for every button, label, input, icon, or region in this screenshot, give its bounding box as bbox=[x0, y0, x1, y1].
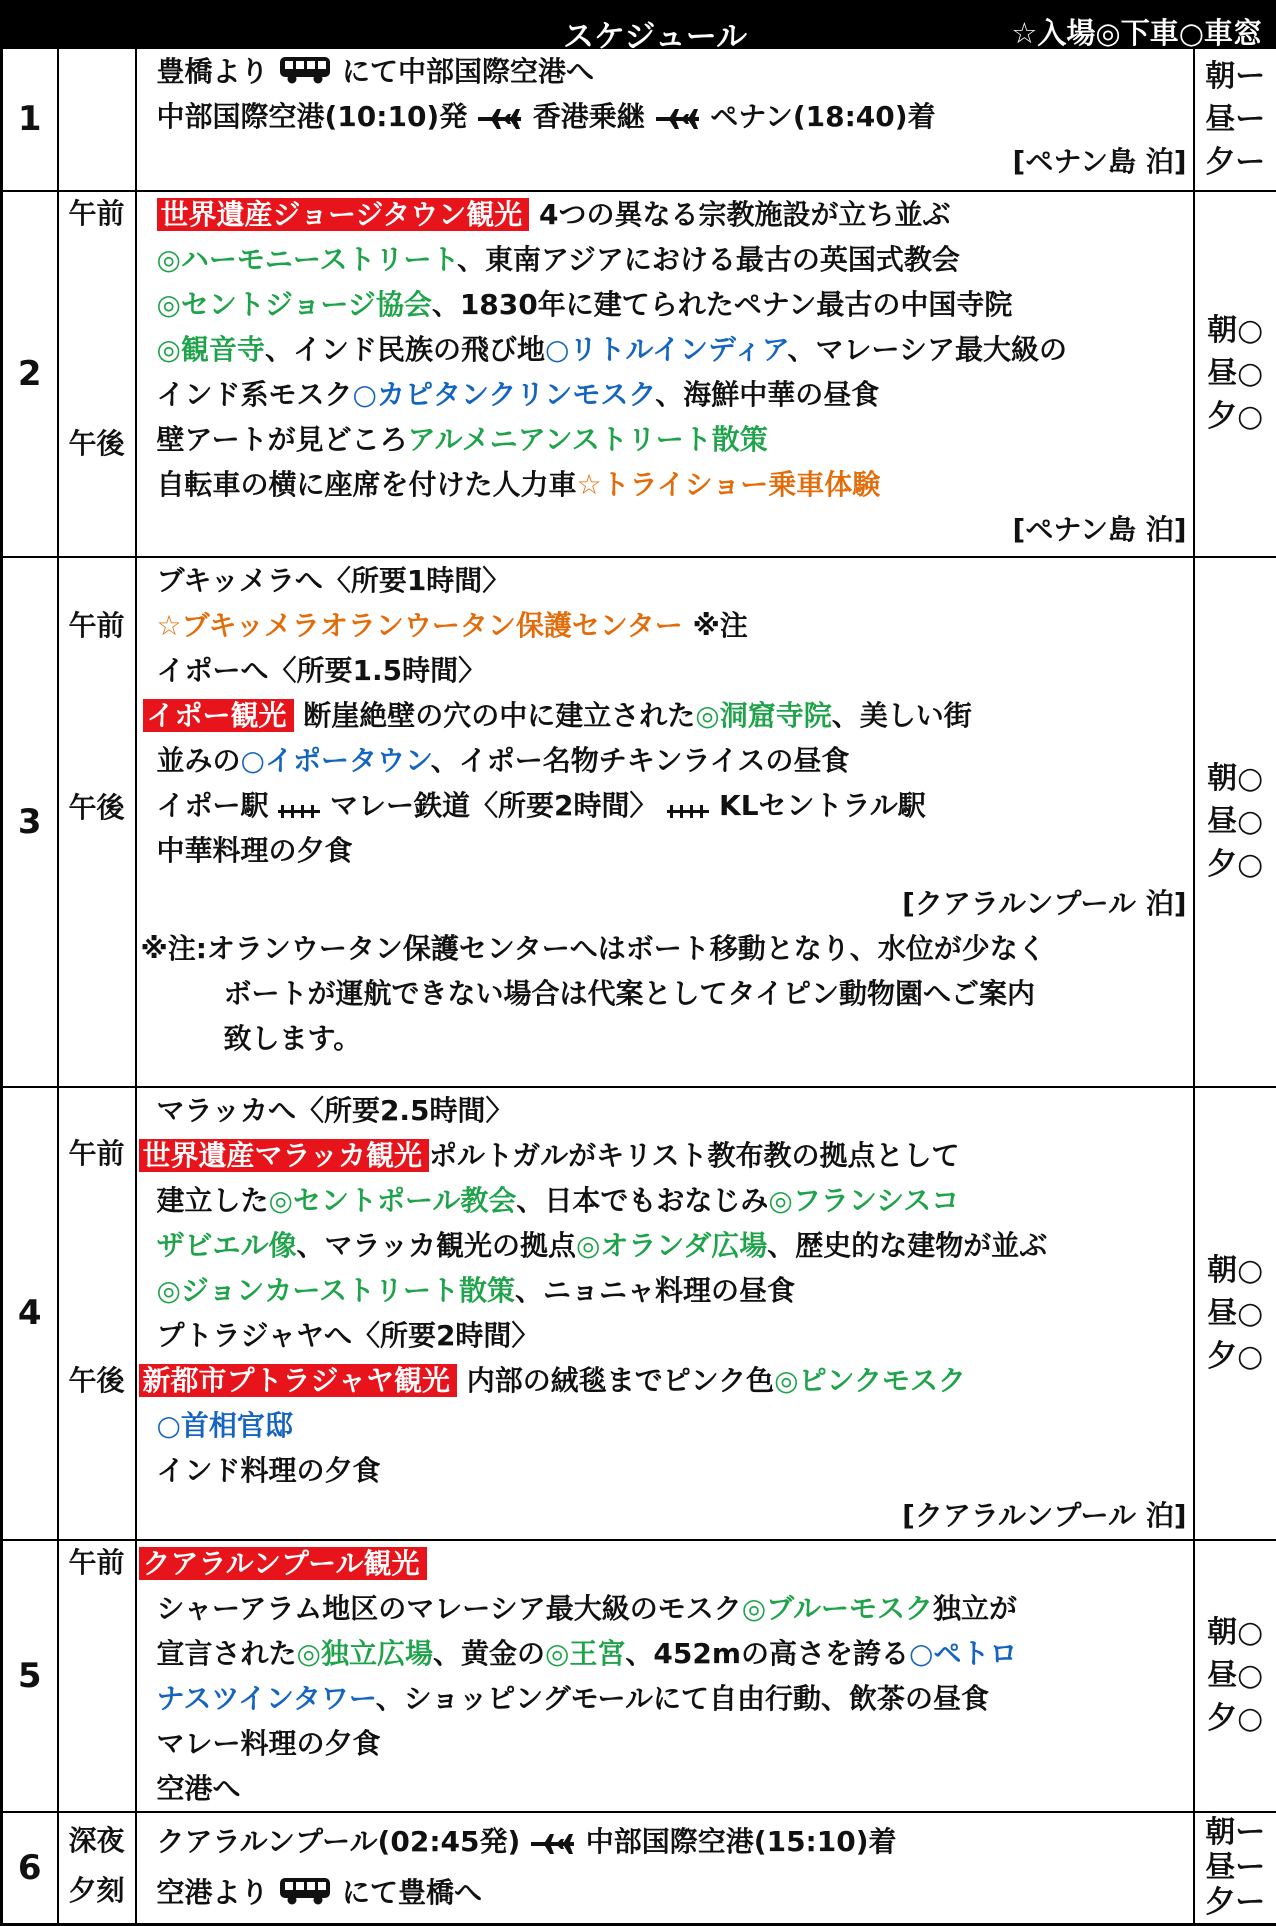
itinerary-line: ◎観音寺、インド民族の飛び地○リトルインディア、マレーシア最大級の bbox=[157, 327, 1189, 372]
itinerary-line: 世界遺産マラッカ観光 ポルトガルがキリスト教布教の拠点として bbox=[139, 1133, 1189, 1178]
meals-cell bbox=[1194, 1087, 1276, 1540]
itinerary-line: インド料理の夕食 bbox=[157, 1448, 1189, 1493]
itinerary-line: 空港より にて豊橋へ bbox=[157, 1870, 1189, 1915]
day-number: 1 bbox=[2, 48, 58, 191]
time-cell bbox=[58, 1540, 136, 1812]
meal-breakfast: 朝ー bbox=[1195, 55, 1276, 98]
meal-lunch: 昼○ bbox=[1195, 352, 1276, 395]
airplane-icon bbox=[530, 1823, 576, 1868]
itinerary-line: 空港へ bbox=[157, 1766, 1189, 1811]
meal-lunch: 昼○ bbox=[1195, 1292, 1276, 1335]
overnight-note: [ペナン島 泊] bbox=[157, 139, 1189, 184]
itinerary-line: イポー観光 断崖絶壁の穴の中に建立された◎洞窟寺院、美しい街 bbox=[143, 693, 1189, 738]
airplane-icon bbox=[655, 98, 701, 143]
itinerary-line: 並みの○イポータウン、イポー名物チキンライスの昼食 bbox=[157, 738, 1189, 783]
itinerary-line: イポーへ〈所要1.5時間〉 bbox=[157, 648, 1189, 693]
time-morning: 午前 bbox=[59, 194, 135, 234]
time-late-night: 深夜 bbox=[59, 1821, 135, 1861]
note-text: ※注:オランウータン保護センターへはボート移動となり、水位が少なく bbox=[141, 926, 1189, 971]
day-row bbox=[2, 557, 1276, 1087]
note-text: 致します。 bbox=[157, 1016, 1189, 1061]
itinerary-cell bbox=[136, 557, 1194, 1087]
itinerary-cell bbox=[136, 1540, 1194, 1812]
itinerary-line: 中華料理の夕食 bbox=[157, 828, 1189, 873]
itinerary-line: マラッカへ〈所要2.5時間〉 bbox=[157, 1088, 1189, 1133]
note-text: ボートが運航できない場合は代案としてタイピン動物園へご案内 bbox=[157, 971, 1189, 1016]
meal-dinner: 夕ー bbox=[1195, 141, 1276, 184]
time-afternoon: 午後 bbox=[59, 424, 135, 464]
itinerary-line: プトラジャヤへ〈所要2時間〉 bbox=[157, 1313, 1189, 1358]
itinerary-line: ◎セントジョージ協会、1830年に建てられたペナン最古の中国寺院 bbox=[157, 282, 1189, 327]
day-number: 6 bbox=[2, 1812, 58, 1925]
itinerary-line: インド系モスク○カピタンクリンモスク、海鮮中華の昼食 bbox=[157, 372, 1189, 417]
day-row bbox=[2, 1540, 1276, 1812]
meals-cell bbox=[1194, 48, 1276, 191]
railway-track-icon bbox=[278, 787, 320, 832]
meals-cell bbox=[1194, 191, 1276, 557]
itinerary-line: ☆ブキッメラオランウータン保護センター ※注 bbox=[157, 603, 1189, 648]
sightseeing-tag: 世界遺産マラッカ観光 bbox=[139, 1139, 429, 1172]
overnight-note: [クアラルンプール 泊] bbox=[157, 881, 1189, 926]
time-cell bbox=[58, 1087, 136, 1540]
itinerary-line: 宣言された◎独立広場、黄金の◎王宮、452mの高さを誇る○ペトロ bbox=[157, 1631, 1189, 1676]
meal-breakfast: 朝○ bbox=[1195, 757, 1276, 800]
itinerary-line: 豊橋より にて中部国際空港へ bbox=[157, 49, 1189, 94]
day-row bbox=[2, 1087, 1276, 1540]
itinerary-cell bbox=[136, 191, 1194, 557]
time-morning: 午前 bbox=[59, 606, 135, 646]
meal-breakfast: 朝○ bbox=[1195, 1249, 1276, 1292]
itinerary-line: ブキッメラへ〈所要1時間〉 bbox=[157, 558, 1189, 603]
itinerary-line: ナスツインタワー、ショッピングモールにて自由行動、飲茶の昼食 bbox=[157, 1676, 1189, 1721]
time-morning: 午前 bbox=[59, 1543, 135, 1583]
itinerary-cell bbox=[136, 1087, 1194, 1540]
itinerary-line: ○首相官邸 bbox=[157, 1403, 1189, 1448]
meal-breakfast: 朝○ bbox=[1195, 1611, 1276, 1654]
itinerary-line: 中部国際空港(10:10)発 香港乗継 ペナン(18:40)着 bbox=[157, 94, 1189, 139]
time-afternoon: 午後 bbox=[59, 1361, 135, 1401]
overnight-note: [ペナン島 泊] bbox=[157, 507, 1189, 552]
itinerary-cell bbox=[136, 48, 1194, 191]
itinerary-line: ザビエル像、マラッカ観光の拠点◎オランダ広場、歴史的な建物が並ぶ bbox=[157, 1223, 1189, 1268]
meal-dinner: 夕○ bbox=[1195, 1697, 1276, 1740]
time-cell bbox=[58, 557, 136, 1087]
day-number: 3 bbox=[2, 557, 58, 1087]
meal-lunch: 昼○ bbox=[1195, 800, 1276, 843]
itinerary-line: 世界遺産ジョージタウン観光 4つの異なる宗教施設が立ち並ぶ bbox=[157, 192, 1189, 237]
sightseeing-tag: 世界遺産ジョージタウン観光 bbox=[157, 198, 530, 231]
itinerary-line: 建立した◎セントポール教会、日本でもおなじみ◎フランシスコ bbox=[157, 1178, 1189, 1223]
time-cell bbox=[58, 1812, 136, 1925]
schedule-title: スケジュール bbox=[563, 11, 747, 56]
meal-breakfast: 朝○ bbox=[1195, 309, 1276, 352]
itinerary-line: ◎ジョンカーストリート散策、ニョニャ料理の昼食 bbox=[157, 1268, 1189, 1313]
itinerary-line: シャーアラム地区のマレーシア最大級のモスク◎ブルーモスク独立が bbox=[157, 1586, 1189, 1631]
meal-dinner: 夕○ bbox=[1195, 1335, 1276, 1378]
schedule-header bbox=[2, 2, 1276, 48]
itinerary-cell bbox=[136, 1812, 1194, 1925]
time-evening: 夕刻 bbox=[59, 1871, 135, 1911]
sightseeing-tag: イポー観光 bbox=[143, 699, 294, 732]
meal-lunch: 昼○ bbox=[1195, 1654, 1276, 1697]
meal-dinner: 夕○ bbox=[1195, 395, 1276, 438]
sightseeing-tag: クアラルンプール観光 bbox=[139, 1547, 427, 1580]
time-cell bbox=[58, 191, 136, 557]
overnight-note: [クアラルンプール 泊] bbox=[157, 1493, 1189, 1538]
meal-breakfast: 朝ー bbox=[1195, 1815, 1276, 1850]
airplane-icon bbox=[477, 98, 523, 143]
bus-icon bbox=[278, 53, 332, 98]
meal-lunch: 昼ー bbox=[1195, 1850, 1276, 1885]
bus-icon bbox=[278, 1874, 332, 1919]
railway-track-icon bbox=[667, 787, 709, 832]
meal-lunch: 昼ー bbox=[1195, 98, 1276, 141]
itinerary-line: ◎ハーモニーストリート、東南アジアにおける最古の英国式教会 bbox=[157, 237, 1189, 282]
meals-cell bbox=[1194, 1540, 1276, 1812]
meal-dinner: 夕ー bbox=[1195, 1885, 1276, 1920]
time-cell bbox=[58, 48, 136, 191]
day-number: 2 bbox=[2, 191, 58, 557]
itinerary-line: 新都市プトラジャヤ観光 内部の絨毯までピンク色◎ピンクモスク bbox=[139, 1358, 1189, 1403]
sightseeing-tag: 新都市プトラジャヤ観光 bbox=[139, 1364, 457, 1397]
day-number: 4 bbox=[2, 1087, 58, 1540]
day-row bbox=[2, 48, 1276, 191]
legend: ☆入場◎下車○車窓 bbox=[1011, 11, 1262, 52]
time-morning: 午前 bbox=[59, 1134, 135, 1174]
day-row bbox=[2, 191, 1276, 557]
itinerary-line: クアラルンプール(02:45発) 中部国際空港(15:10)着 bbox=[157, 1819, 1189, 1864]
meal-dinner: 夕○ bbox=[1195, 843, 1276, 886]
itinerary-line: マレー料理の夕食 bbox=[157, 1721, 1189, 1766]
day-number: 5 bbox=[2, 1540, 58, 1812]
meals-cell bbox=[1194, 557, 1276, 1087]
time-afternoon: 午後 bbox=[59, 788, 135, 828]
meals-cell bbox=[1194, 1812, 1276, 1925]
day-row bbox=[2, 1812, 1276, 1925]
itinerary-line: イポー駅 マレー鉄道〈所要2時間〉 KLセントラル駅 bbox=[157, 783, 1189, 828]
itinerary-line bbox=[139, 1541, 1189, 1586]
itinerary-line: 自転車の横に座席を付けた人力車☆トライショー乗車体験 bbox=[157, 462, 1189, 507]
itinerary-line: 壁アートが見どころアルメニアンストリート散策 bbox=[157, 417, 1189, 462]
